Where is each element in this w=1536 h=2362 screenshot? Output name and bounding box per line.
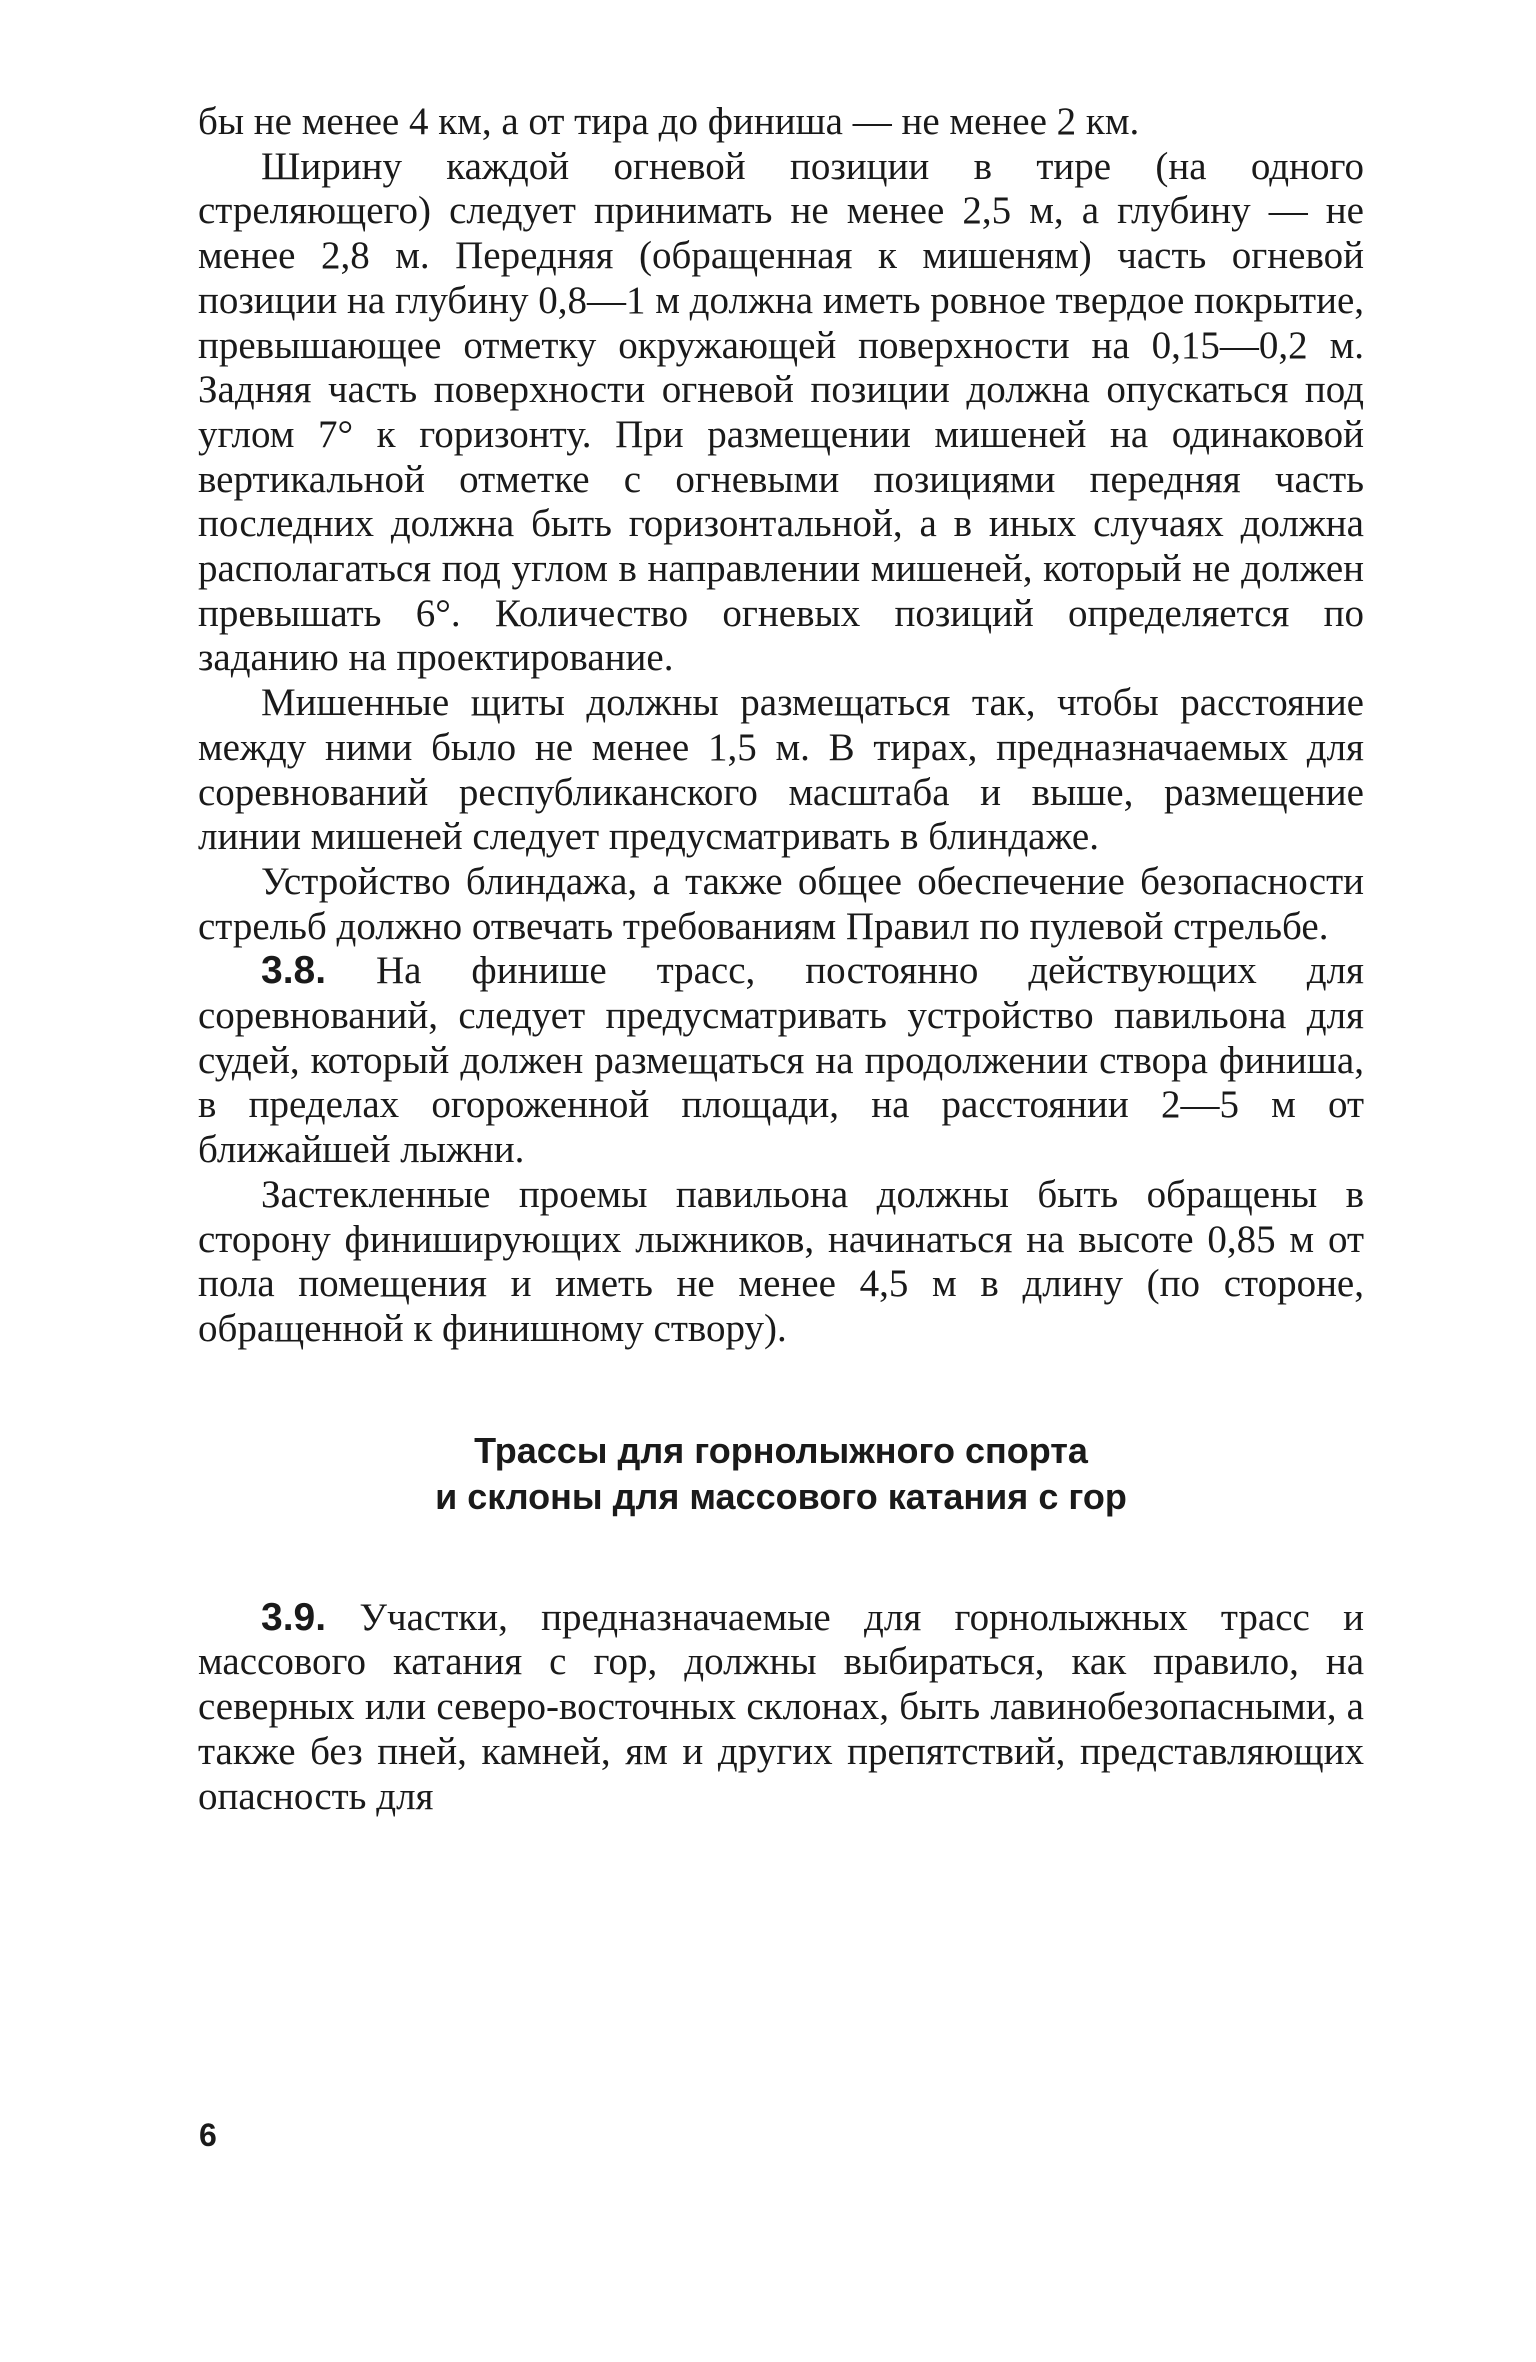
section-heading-line-2: и склоны для массового катания с гор bbox=[435, 1475, 1127, 1517]
paragraph-3-8 bbox=[198, 949, 1364, 1173]
page-number: 6 bbox=[199, 2117, 217, 2153]
paragraph-continuation: бы не менее 4 км, а от тира до финиша — не менее 2 км. bbox=[198, 100, 1140, 143]
section-heading bbox=[198, 1428, 1364, 1520]
paragraph-target-shields: Мишенные щиты должны размещаться так, чтобы расстояние между ними было не менее 1,5 м. В тирах, предназначаемых для соревнований республиканского масштаба и выше, размещение линии мишеней следует предусматривать в блиндаже. bbox=[198, 681, 1364, 859]
section-number-3-8: 3.8. bbox=[261, 949, 327, 993]
section-heading-line-1: Трассы для горнолыжного спорта bbox=[474, 1429, 1088, 1471]
paragraph-firing-position: Ширину каждой огневой позиции в тире (на одного стреляющего) следует принимать не менее 2,5 м, а глубину — не менее 2,8 м. Передняя (обращенная к мишеням) часть огневой позиции на глубину 0,8—1 м должна иметь ровное твердое покрытие, превышающее отметку окружающей поверхности на 0,15—0,2 м. Задняя часть поверхности огневой позиции должна опускаться под углом 7° к горизонту. При размещении мишеней на одинаковой вертикальной отметке с огневыми позициями передняя часть последних должна быть горизонтальной, а в иных случаях должна располагаться под углом в направлении мишеней, который не должен превышать 6°. Количество огневых позиций определяется по заданию на проектирование. bbox=[198, 144, 1365, 680]
paragraph-3-8-text: На финише трасс, постоянно действующих для соревнований, следует предусматривать устройство павильона для судей, который должен размещаться на продолжении створа финиша, в пределах огороженной площади, на расстоянии 2—5 м от ближайшей лыжни. bbox=[198, 949, 1364, 1172]
paragraph-blindage: Устройство блиндажа, а также общее обеспечение безопасности стрельб должно отвечать требованиям Правил по пулевой стрельбе. bbox=[198, 859, 1364, 948]
paragraph-3-9-text: Участки, предназначаемые для горнолыжных трасс и массового катания с гор, должны выбираться, как правило, на северных или северо-восточных склонах, быть лавинобезопасными, а также без пней, камней, ям и других препятствий, представляющих опасность для bbox=[198, 1595, 1365, 1818]
paragraph-pavilion-windows: Застекленные проемы павильона должны быть обращены в сторону финиширующих лыжников, начинаться на высоте 0,85 м от пола помещения и иметь не менее 4,5 м в длину (по стороне, обращенной к финишному створу). bbox=[198, 1172, 1364, 1350]
paragraph-3-9 bbox=[198, 1596, 1364, 1820]
section-number-3-9: 3.9. bbox=[261, 1595, 327, 1639]
document-page bbox=[198, 100, 1364, 1819]
